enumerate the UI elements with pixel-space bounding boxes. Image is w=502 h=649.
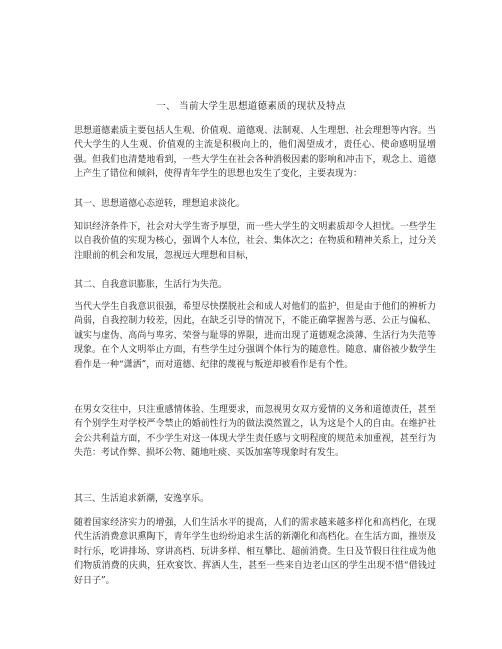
document-title: 一、 当前大学生思想道德素质的现状及特点	[156, 101, 346, 112]
section1-heading: 其一、思想道德心态逆转，理想追求淡化。	[74, 199, 246, 209]
section1-paragraph: 知识经济条件下，社会对大学生寄予厚望，而一些大学生的文明素质却令人担忧。一些学生以自我价值的实现为核心，强调个人本位，社会、集体次之；在物质和精神关系上，过分关注眼前的机会和发展，忽视远大理想和目标，	[74, 222, 436, 261]
section2-paragraph-2: 在男女交往中，只注重感情体验、生理要求，而忽视男女双方爱情的义务和道德责任，甚至有个别学生对学校严令禁止的婚前性行为的做法漠然置之，认为这是个人的自由。在维护社会公共利益方面，不少学生对这一体现大学生责任感与文明程度的规范未加重视，甚至行为失范：考试作弊、损坏公物、随地吐痰、买饭加塞等现象时有发生。	[74, 405, 436, 459]
section3-paragraph: 随着国家经济实力的增强，人们生活水平的提高，人们的需求越来越多样化和高档化，在现代生活消费意识熏陶下，青年学生也纷纷追求生活的新潮化和高档化。在生活方面，推崇及时行乐，吃讲排场、穿讲高档、玩讲多样、相互攀比、超前消费。生日及节假日往往成为他们物质消费的庆典，狂欢宴饮、挥洒人生，甚至一些来自边老山区的学生出现不惜“借钱过好日子”。	[74, 518, 436, 586]
section2-heading: 其二、自我意识膨胀，生活行为失范。	[74, 280, 228, 290]
section3-heading: 其三、生活追求新潮，安逸享乐。	[74, 494, 210, 504]
intro-paragraph: 思想道德素质主要包括人生观、价值观、道德观、法制观、人生理想、社会理想等内容。当代大学生的人生观、价值观的主流是积极向上的，他们渴望成才，责任心、使命感明显增强。但我们也清楚地看到，一些大学生在社会各种消极因素的影响和冲击下，观念上、道德上产生了错位和倾斜，使得青年学生的思想也发生了变化，主要表现为：	[74, 126, 436, 180]
section2-paragraph-1: 当代大学生自我意识很强，希望尽快摆脱社会和成人对他们的监护，但是由于他们的辨析力尚弱，自我控制力较差，因此，在缺乏引导的情况下，不能正确掌握善与恶、公正与偏私、诚实与虚伪、高尚与卑劣、荣誉与耻辱的界限，进而出现了道德观念淡薄、生活行为失范等现象。在个人文明举止方面，有些学生过分强调个体行为的随意性。随意、庸俗被少数学生看作是一种“潇洒”，而对道德、纪律的蔑视与叛逆却被看作是有个性。	[74, 302, 436, 370]
